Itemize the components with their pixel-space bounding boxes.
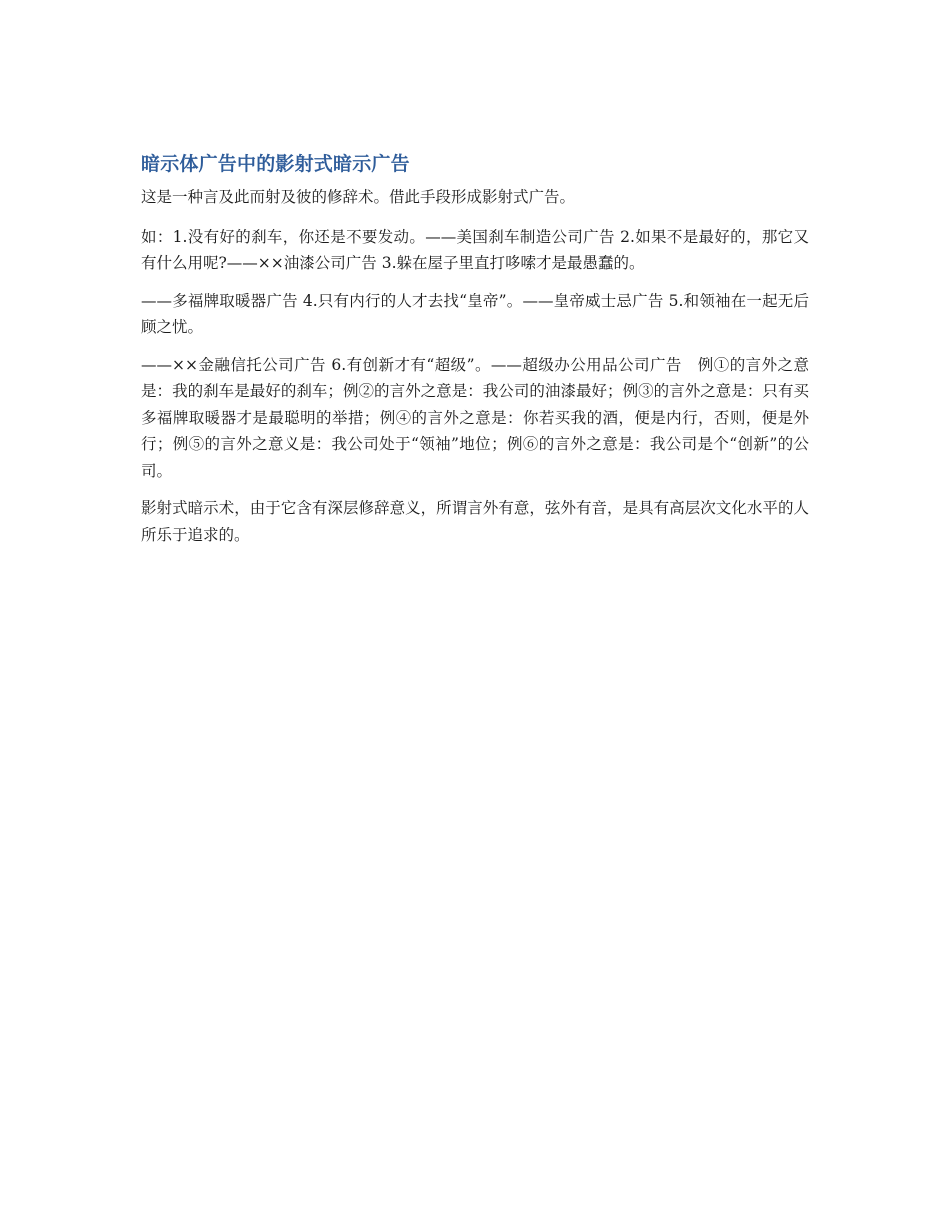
document-page <box>141 150 809 559</box>
paragraph-examples-1: 如：1.没有好的刹车，你还是不要发动。——美国刹车制造公司广告 2.如果不是最好的，那它又有什么用呢?——××油漆公司广告 3.躲在屋子里直打哆嗦才是最愚蠢的。 <box>141 227 809 272</box>
document-title: 暗示体广告中的影射式暗示广告 <box>141 153 410 175</box>
paragraph-intro: 这是一种言及此而射及彼的修辞术。借此手段形成影射式广告。 <box>141 188 576 206</box>
paragraph-examples-analysis: ——××金融信托公司广告 6.有创新才有“超级”。——超级办公用品公司广告 例①的言外之意是：我的刹车是最好的刹车；例②的言外之意是：我公司的油漆最好；例③的言外之意是：只有买多福牌取暖器才是最聪明的举措；例④的言外之意是：你若买我的酒，便是内行，否则，便是外行；例⑤的言外之意义是：我公司处于“领袖”地位；例⑥的言外之意是：我公司是个“创新”的公司。 <box>141 355 809 480</box>
paragraph-conclusion: 影射式暗示术，由于它含有深层修辞意义，所谓言外有意，弦外有音，是具有高层次文化水平的人所乐于追求的。 <box>141 499 809 544</box>
paragraph-examples-2: ——多福牌取暖器广告 4.只有内行的人才去找“皇帝”。——皇帝威士忌广告 5.和领袖在一起无后顾之忧。 <box>141 291 809 336</box>
